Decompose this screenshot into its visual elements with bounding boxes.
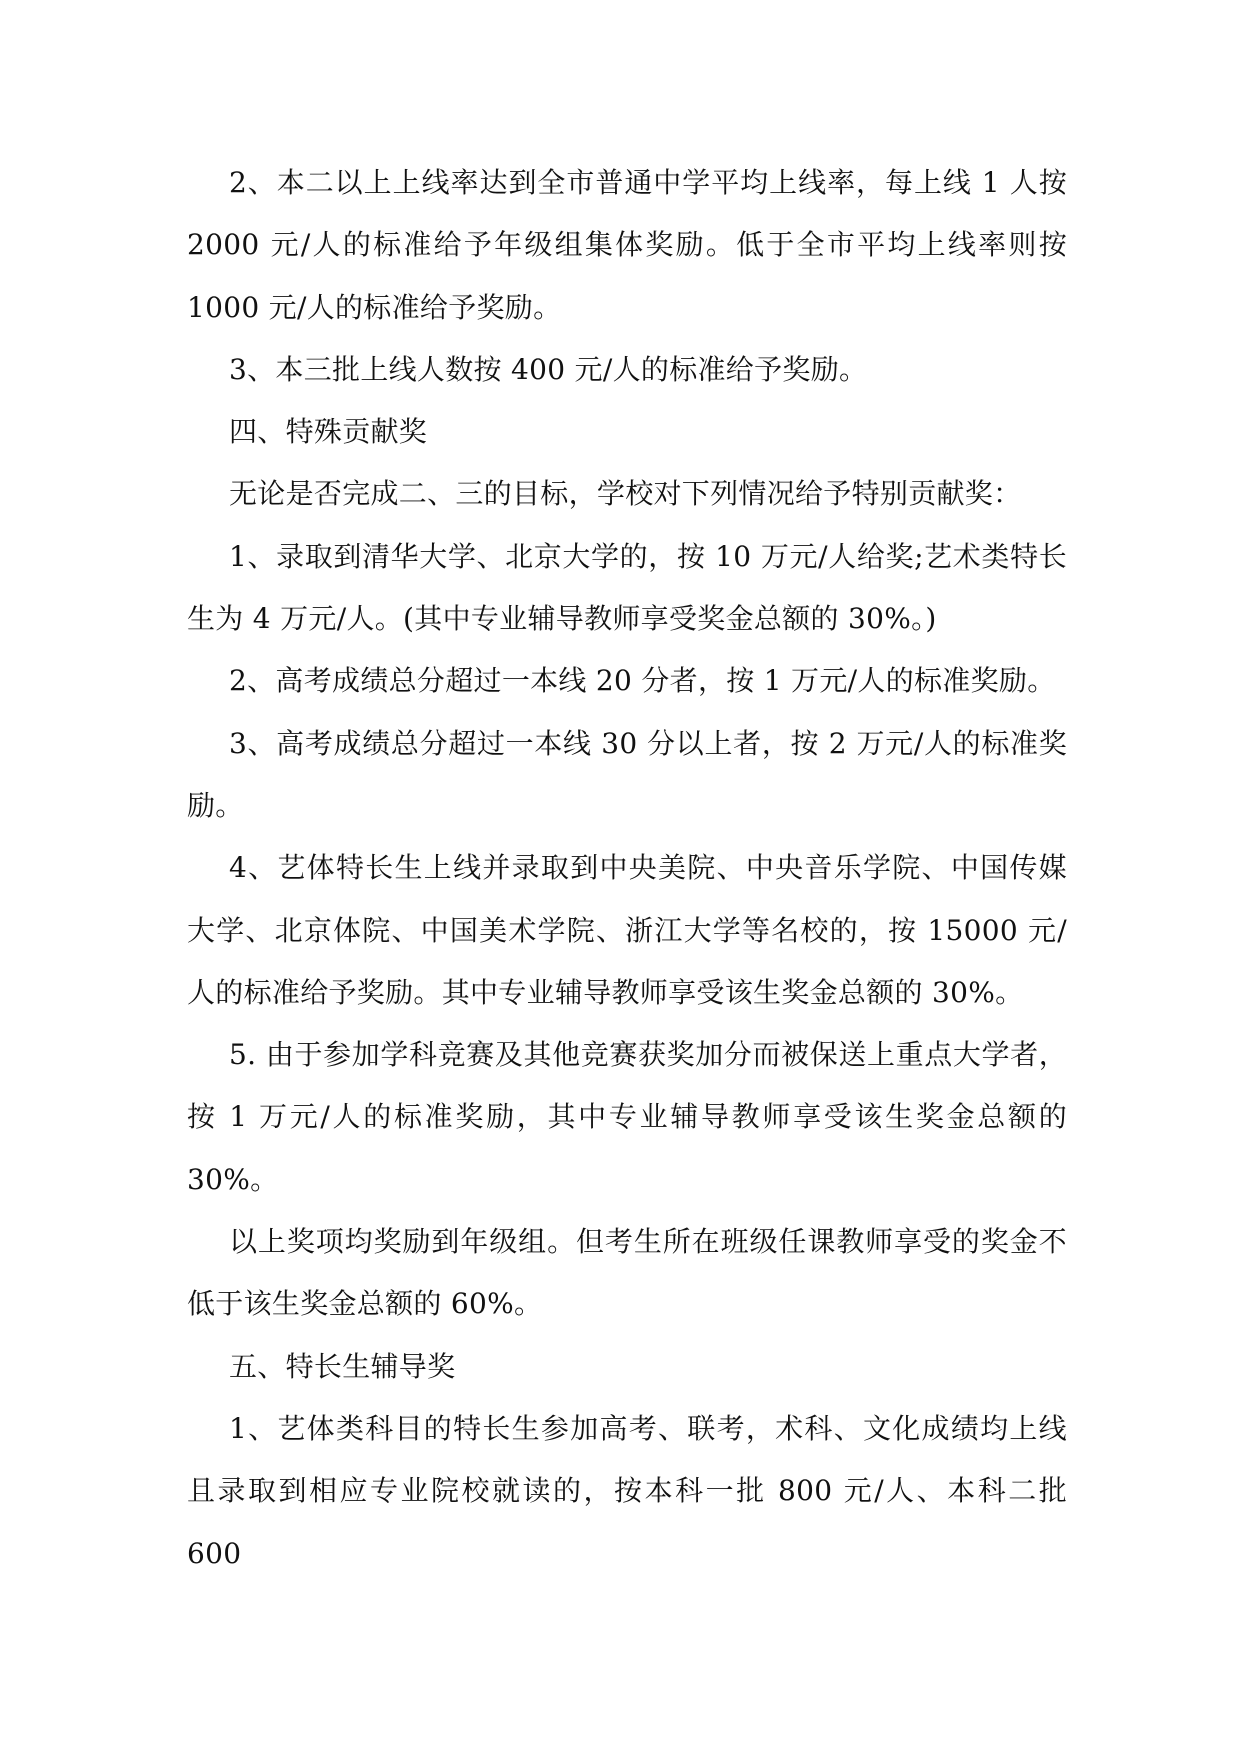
paragraph: 1、录取到清华大学、北京大学的，按 10 万元/人给奖;艺术类特长生为 4 万元/人。(其中专业辅导教师享受奖金总额的 30%。): [187, 539, 1067, 636]
paragraph: 2、高考成绩总分超过一本线 20 分者，按 1 万元/人的标准奖励。: [229, 664, 1056, 698]
section-heading: 四、特殊贡献奖: [229, 415, 428, 449]
paragraph: 5. 由于参加学科竞赛及其他竞赛获奖加分而被保送上重点大学者，按 1 万元/人的标准奖励，其中专业辅导教师享受该生奖金总额的 30%。: [187, 1038, 1067, 1196]
paragraph: 4、艺体特长生上线并录取到中央美院、中央音乐学院、中国传媒大学、北京体院、中国美术学院、浙江大学等名校的，按 15000 元/人的标准给予奖励。其中专业辅导教师享受该生奖金总额的 30%。: [187, 851, 1067, 1009]
paragraph: 无论是否完成二、三的目标，学校对下列情况给予特别贡献奖：: [229, 477, 1022, 511]
paragraph: 3、本三批上线人数按 400 元/人的标准给予奖励。: [229, 352, 868, 386]
paragraph: 3、高考成绩总分超过一本线 30 分以上者，按 2 万元/人的标准奖励。: [187, 726, 1067, 822]
paragraph: 以上奖项均奖励到年级组。但考生所在班级任课教师享受的奖金不低于该生奖金总额的 60%。: [187, 1225, 1067, 1321]
document-body: [187, 152, 1067, 1585]
paragraph: 2、本二以上上线率达到全市普通中学平均上线率，每上线 1 人按 2000 元/人的标准给予年级组集体奖励。低于全市平均上线率则按 1000 元/人的标准给予奖励。: [187, 166, 1067, 324]
paragraph: 1、艺体类科目的特长生参加高考、联考，术科、文化成绩均上线且录取到相应专业院校就读的，按本科一批 800 元/人、本科二批 600: [187, 1411, 1067, 1570]
section-heading: 五、特长生辅导奖: [229, 1349, 456, 1383]
